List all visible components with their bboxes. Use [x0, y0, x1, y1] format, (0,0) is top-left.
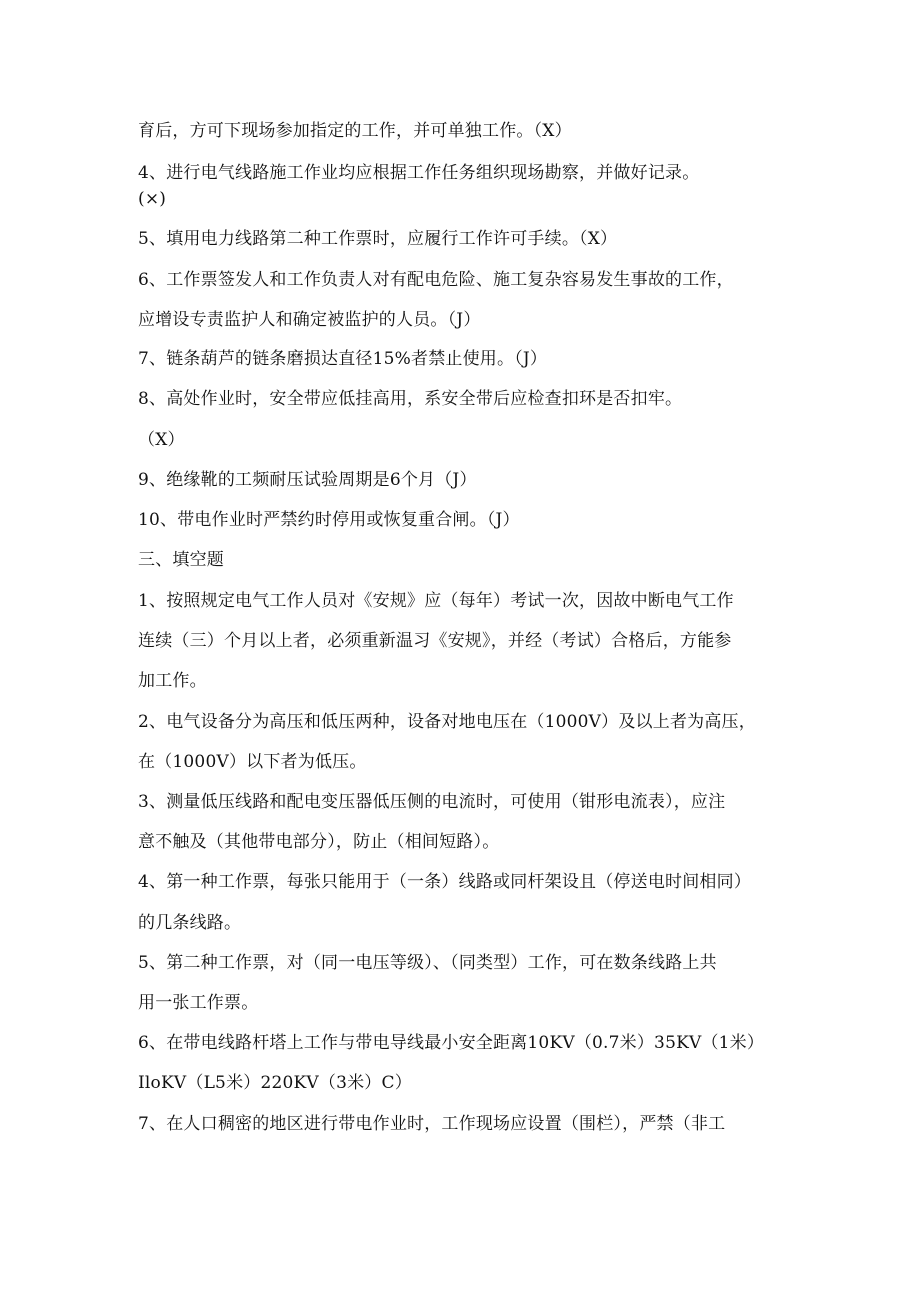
text-line: 6、在带电线路杆塔上工作与带电导线最小安全距离10KV（0.7米）35KV（1米） [138, 1033, 765, 1053]
text-line: 用一张工作票。 [138, 993, 259, 1013]
text-line: 育后，方可下现场参加指定的工作，并可单独工作。（X） [138, 121, 572, 141]
text-line: 4、进行电气线路施工作业均应根据工作任务组织现场勘察，并做好记录。 [138, 163, 700, 183]
text-line: 10、带电作业时严禁约时停用或恢复重合闸。（J） [138, 510, 520, 530]
text-line: （X） [138, 430, 185, 450]
text-line: 9、绝缘靴的工频耐压试验周期是6个月（J） [138, 470, 477, 490]
text-line: IloKV（L5米）220KV（3米）C） [138, 1073, 412, 1093]
text-line: 连续（三）个月以上者，必须重新温习《安规》，并经（考试）合格后，方能参 [138, 631, 732, 651]
text-line: 的几条线路。 [138, 913, 242, 933]
text-line: 5、第二种工作票，对（同一电压等级）、（同类型）工作，可在数条线路上共 [138, 953, 717, 973]
text-line: 加工作。 [138, 671, 207, 691]
text-line: 7、链条葫芦的链条磨损达直径15%者禁止使用。（J） [138, 349, 548, 369]
text-line: 在（1000V）以下者为低压。 [138, 752, 367, 772]
text-line: (×) [138, 189, 167, 209]
text-line: 6、工作票签发人和工作负责人对有配电危险、施工复杂容易发生事故的工作， [138, 270, 734, 290]
text-line: 2、电气设备分为高压和低压两种，设备对地电压在（1000V）及以上者为高压， [138, 712, 756, 732]
text-line: 7、在人口稠密的地区进行带电作业时，工作现场应设置（围栏），严禁（非工 [138, 1114, 726, 1134]
text-line: 5、填用电力线路第二种工作票时，应履行工作许可手续。（X） [138, 229, 618, 249]
text-line: 应增设专责监护人和确定被监护的人员。（J） [138, 310, 481, 330]
text-line: 意不触及（其他带电部分），防止（相间短路）。 [138, 832, 500, 852]
text-line: 4、第一种工作票，每张只能用于（一条）线路或同杆架设且（停送电时间相同） [138, 872, 752, 892]
text-line: 1、按照规定电气工作人员对《安规》应（每年）考试一次，因故中断电气工作 [138, 591, 734, 611]
text-line: 8、高处作业时，安全带应低挂高用，系安全带后应检查扣环是否扣牢。 [138, 389, 683, 409]
section-heading: 三、填空题 [138, 550, 224, 570]
text-line: 3、测量低压线路和配电变压器低压侧的电流时，可使用（钳形电流表），应注 [138, 792, 726, 812]
